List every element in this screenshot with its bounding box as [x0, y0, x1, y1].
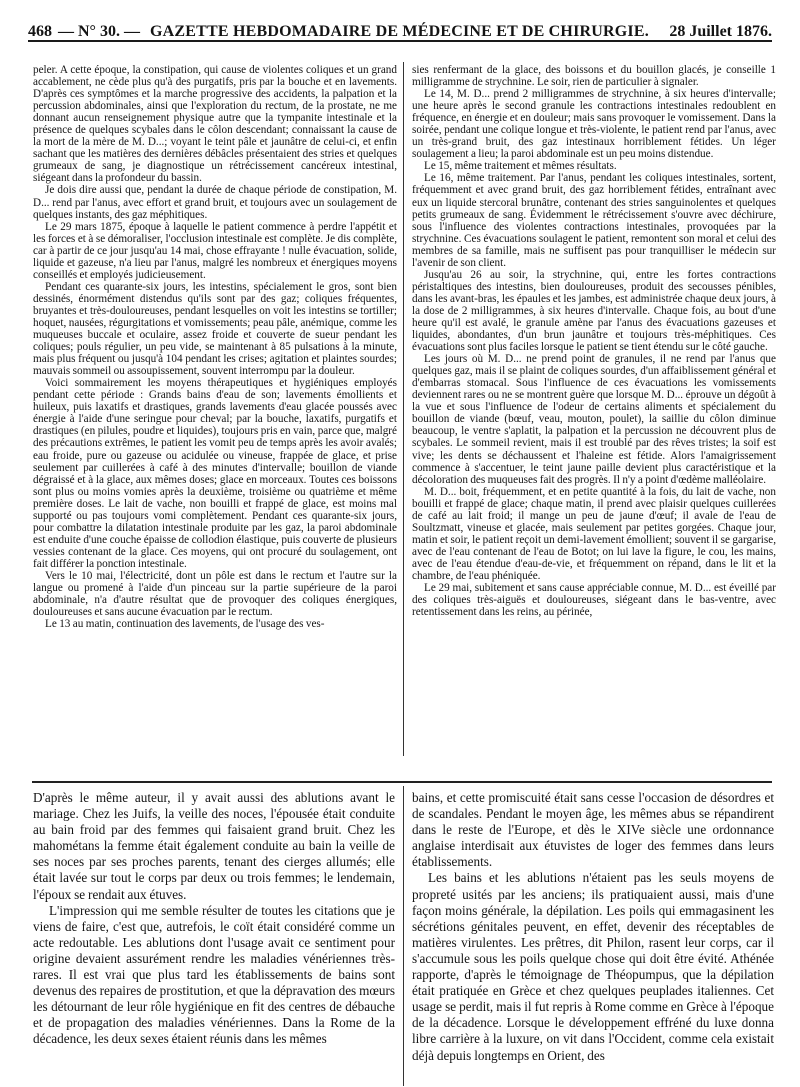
issue-number: — N° 30. —: [58, 23, 140, 40]
journal-title: GAZETTE HEBDOMADAIRE DE MÉDECINE ET DE CHIRURGIE.: [150, 23, 649, 40]
paragraph: sies renfermant de la glace, des boissons et du bouillon glacés, je conseille 1 milligramme de strychnine. Le soir, rien de particulier à signaler.: [412, 64, 776, 89]
article-column-left: [33, 64, 397, 754]
paragraph: Jusqu'au 26 au soir, la strychnine, qui, entre les fortes contractions péristaltiques des intestins, bien douloureuses, produit des secousses pénibles, dans les avant-bras, les épaules et les jambes, est administrée chaque deux jours, à la dose de 2 milligrammes, à six heures d'intervalle. Chaque fois, au bout d'une heure qu'il est avalé, le granule amène par l'anus des évacuations gazeuses et liquides, abondantes, d'un brun jaunâtre et toujours très-méphitiques. Ces évacuations sont plus faciles lorsque le patient se tient étendu sur le côté gauche.: [412, 268, 776, 354]
paragraph: Voici sommairement les moyens thérapeutiques et hygiéniques employés pendant cette période : Grands bains d'eau de son; lavements émollients et huileux, puis laxatifs et drastiques, grands lavements d'eau glacée poussés avec énergie à l'aide d'une seringue pour cheval; par la bouche, laxatifs, purgatifs et drastiques (en pilules, poudre et liquides), toujours pris en vain, parce que, malgré des précautions extrêmes, le patient les vomit peu de temps après les avoir avalés; eau froide, pure ou gazeuse ou acidulée ou vineuse, frappée de glace, et prise seulement par cuillerées à café à des minutes d'intervalle; bouillon de viande dégraissé et à la glace, aux mêmes doses; glace en morceaux. Toutes ces boissons sont plus ou moins vomies après la deuxième, troisième ou quatrième et même première doses. Le lait de vache, non bouilli et frappé de glace, est moins mal supporté ou pas toujours vomi complètement. Pendant ces quarante-six jours, pour combattre la dilatation intestinale produite par les gaz, la paroi abdominale est enduite d'une couche épaisse de collodion élastique, puis couverte de plusieurs vessies contenant de la glace. Ces moyens, qui ont procuré du soulagement, ont fait différer la ponction intestinale.: [33, 377, 397, 570]
paragraph: peler. A cette époque, la constipation, qui cause de violentes coliques et un grand accablement, ne cède plus qu'à des purgatifs, pris par la bouche et en lavements. D'après ces symptômes et la marche progressive des accidents, la palpation et la percussion abdominales, ainsi que l'exploration du rectum, de la prostate, ne me donnant aucun renseignement physique autre que la tympanite intestinale et la présence de quelques scybales dans le côlon descendant; connaissant la cause de la mort de la mère de M. D...; voyant le teint pâle et jaunâtre de celui-ci, et enfin sachant que les matières des dernières débâcles présentaient des stries et quelques grumeaux de sang, je diagnostique un rétrécissement cancéreux intestinal, siégeant dans la profondeur du bassin.: [33, 64, 397, 185]
paragraph: Le 16, même traitement. Par l'anus, pendant les coliques intestinales, sortent, fréquemment et avec grand bruit, des gaz horriblement fétides, entraînant avec eux un liquide stercoral brunâtre, contenant des stries sanguinolentes et quelques petits grumeaux de sang. Évidemment le rétrécissement s'ouvre avec déchirure, sous l'influence des violentes contractions intestinales, provoquées par la strychnine. Ces évacuations soulagent le patient, remontent son moral et celui des membres de sa famille, mais ne suffisent pas pour tranquilliser le médecin sur l'avenir de son client.: [412, 172, 776, 269]
feuilleton-column-right: [412, 790, 774, 1087]
feuilleton-separator: [32, 781, 772, 783]
paragraph: Le 15, même traitement et mêmes résultats.: [424, 160, 617, 173]
paragraph: D'après le même auteur, il y avait aussi des ablutions avant le mariage. Chez les Juifs, la veille des noces, l'épousée était conduite au bain froid par des femmes qui faisaient grand bruit. Chez les mahométans la femme était également conduite au bain la veille de ses noces par ses proches parents, tenant des cierges allumés; elle était lavée sur tout le corps par deux ou trois femmes; le lendemain, l'époux se rendait aux étuves.: [33, 790, 395, 902]
paragraph: L'impression qui me semble résulter de toutes les citations que je viens de faire, c'est que, autrefois, le coït était considéré comme un acte redoutable. Les ablutions dont l'usage avait ce sentiment pour origine devaient assurément rendre les maladies vénériennes très-rares. Il est vrai que plus tard les établissements de bains sont devenus des repaires de prostitution, et que la dépravation des mœurs les détournant de leur rôle hygiénique en fit des centres de débauche et de propagation des maladies vénériennes. Dans la Rome de la décadence, les deux sexes étaient réunis dans les mêmes: [33, 902, 395, 1047]
feuilleton-column-left: [33, 790, 395, 1087]
page-number: 468: [28, 23, 52, 40]
paragraph: Le 14, M. D... prend 2 milligrammes de strychnine, à six heures d'intervalle; une heure après le second granule les contractions intestinales redoublent en fréquence, en énergie et en douleur; mais sans provoquer le vomissement. Dans la soirée, pendant une colique longue et très-violente, le patient rend par l'anus, avec un très-grand bruit, des gaz intestinaux horriblement fétides. Un léger soulagement a lieu; la paroi abdominale est un peu moins distendue.: [412, 88, 776, 161]
paragraph: Le 29 mars 1875, époque à laquelle le patient commence à perdre l'appétit et les forces et à se démoraliser, l'occlusion intestinale est complète. Je dis complète, car à partir de ce jour jusqu'au 14 mai, chose effrayante ! nulle évacuation, solide, liquide et gazeuse, n'a lieu par l'anus, malgré les nombreux et énergiques moyens conseillés et employés judicieusement.: [33, 220, 397, 281]
paragraph: Pendant ces quarante-six jours, les intestins, spécialement le gros, sont bien dessinés, énormément distendus qu'ils sont par des gaz; coliques fréquentes, bruyantes et très-douloureuses, pendant lesquelles on voit les intestins se tortiller; hoquet, nausées, régurgitations et vomissements; peau pâle, anémique, comme les muqueuses buccale et oculaire, assez froide et couverte de sueur pendant les coliques; pouls régulier, un peu vide, se maintenant à 85 pulsations à la minute, mais plus fréquent ou jusqu'à 104 pendant les crises; agitation et plaintes sourdes; mauvais sommeil ou assoupissement, souvent interrompu par la douleur.: [33, 280, 397, 378]
paragraph: M. D... boit, fréquemment, et en petite quantité à la fois, du lait de vache, non bouilli et frappé de glace; chaque matin, il prend avec plaisir quelques cuillerées de café au lait froid; il mange un peu de jaune d'œuf; il avale de l'eau de Soultzmatt, vineuse et glacée, mais seulement par petites gorgées. Chaque jour, matin et soir, le patient reçoit un demi-lavement émollient; souvent il se gargarise, avec de l'eau contenant de l'eau de Botot; on lui lave la figure, le cou, les mains, avec de l'eau étendue d'eau-de-vie, et fréquemment on répand, dans le lit et la chambre, de l'eau phéniquée.: [412, 485, 776, 582]
column-divider: [403, 786, 404, 1086]
paragraph: Les jours où M. D... ne prend point de granules, il ne rend par l'anus que quelques gaz, mais il se plaint de coliques sourdes, d'un affaiblissement général et d'embarras stomacal. Sous l'influence de ces évacuations les vomissements deviennent rares ou ne se montrent guère que lorsque M. D... éprouve un dégoût à la vue et sous l'influence de l'odeur de certains aliments et spécialement du bouillon de viande (bœuf, veau, mouton, poulet), la saillie du côlon diminue beaucoup, le ventre s'aplatit, la palpation et la percussion ne découvrent plus de scybales. Le sommeil revient, mais il est troublé par des rêves tristes; la soif est vive; les dents se déchaussent et l'haleine est fétide. Alors l'amaigrissement commence à s'accentuer, le teint jaune paille devient plus caractéristique et la décoloration des muqueuses fait des progrès. Il n'y a point d'œdème malléolaire.: [412, 353, 776, 486]
paragraph: Je dois dire aussi que, pendant la durée de chaque période de constipation, M. D... rend par l'anus, avec effort et grand bruit, et toujours avec un soulagement de quelques instants, des gaz méphitiques.: [33, 184, 397, 221]
paragraph: Le 29 mai, subitement et sans cause appréciable connue, M. D... est éveillé par des coliques très-aiguës et douloureuses, siégeant dans le bas-ventre, avec retentissement dans les reins, au périnée,: [412, 582, 776, 619]
paragraph: bains, et cette promiscuité était sans cesse l'occasion de désordres et de scandales. Pendant le moyen âge, les mêmes abus se répandirent dans le reste de l'Europe, et dès le XIVe siècle une ordonnance anglaise interdisait aux étuvistes de loger des femmes dans leurs établissements.: [412, 790, 774, 870]
paragraph: Le 13 au matin, continuation des lavements, de l'usage des ves-: [45, 618, 325, 631]
column-divider: [403, 62, 404, 756]
article-column-right: [412, 64, 776, 754]
running-header: [28, 10, 772, 42]
issue-date: 28 Juillet 1876.: [669, 23, 772, 40]
paragraph: Vers le 10 mai, l'électricité, dont un pôle est dans le rectum et l'autre sur la langue ou promené à l'aide d'un pinceau sur la partie supérieure de la paroi abdominale, n'a d'autre résultat que de provoquer des coliques énergiques, douloureuses et sans aucune évacuation par le rectum.: [33, 569, 397, 619]
paragraph: Les bains et les ablutions n'étaient pas les seuls moyens de propreté usités par les anciens; ils pratiquaient aussi, mais d'une façon moins générale, la dépilation. Les poils qui emmagasinent les sécrétions génitales peuvent, en effet, devenir des réceptables de matières virulentes. Les prêtres, dit Philon, rasent leur corps, car il s'accumule sous les poils quelque chose qui doit être évité. Athénée rapporte, d'après le témoignage de Théopumpus, que la dépilation était pratiquée en Grèce et chez quelques peuplades italiennes. Cet usage se perdit, mais il fut repris à Rome comme en Grèce à l'époque de la décadence. Lorsque le développement effréné du luxe donna libre carrière à la luxure, on vit dans l'Occident, comme cela existait déjà depuis longtemps en Orient, des: [412, 870, 774, 1063]
